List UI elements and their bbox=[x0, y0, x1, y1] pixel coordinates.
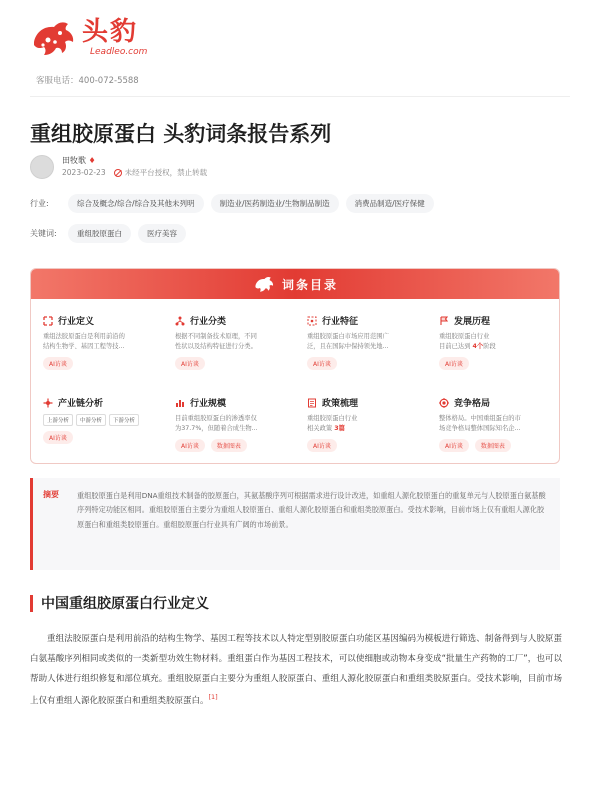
policy-icon bbox=[307, 398, 317, 408]
catalog-item-policy[interactable]: 政策梳理 重组胶原蛋白行业 相关政策 3篇 AI访谈 bbox=[307, 399, 359, 450]
industry-tag[interactable]: 消费品制造/医疗保健 bbox=[346, 194, 434, 213]
data-chart-button[interactable]: 数据图表 bbox=[211, 439, 247, 452]
catalog-item-scale[interactable]: 行业规模 目前重组胶原蛋白的渗透率仅 为37.7%，但随着合成生物... AI访谈 数据图表 bbox=[175, 399, 258, 450]
section-title: 中国重组胶原蛋白行业定义 bbox=[41, 596, 209, 612]
industry-tag[interactable]: 综合及概念/综合/综合及其他未列明 bbox=[68, 194, 204, 213]
forbidden-icon bbox=[114, 169, 122, 177]
ai-interview-button[interactable]: AI访谈 bbox=[175, 357, 205, 370]
keyword-tag[interactable]: 医疗美容 bbox=[138, 224, 186, 243]
service-phone: 客服电话：400-072-5588 bbox=[36, 76, 139, 86]
downstream-chip[interactable]: 下游分析 bbox=[109, 414, 139, 426]
summary-box bbox=[30, 478, 560, 570]
brand-name: 头豹 bbox=[82, 17, 139, 47]
section-accent-bar bbox=[30, 595, 33, 612]
catalog-item-competition[interactable]: 竞争格局 整体格局。中国重组蛋白的市 场竞争格局整体国际知名企... AI访谈 数据图表 bbox=[439, 399, 521, 450]
catalog-item-definition[interactable]: 行业定义 重组法胶原蛋白是利用前沿的 结构生物学、基因工程等技... AI访谈 bbox=[43, 317, 125, 368]
summary-text: 重组胶原蛋白是利用DNA重组技术制备的胶原蛋白，其氨基酸序列可根据需求进行设计改进，如重组人源化胶原蛋白的重复单元与人胶原蛋白氨基酸序列特定功能区相同。重组胶原蛋白主要分为重组人胶原蛋白、重组人源化胶原蛋白和重组类胶原蛋白。受技术影响，目前市场上仅有重组人源化胶原蛋白和重组类胶原蛋白。重组胶原蛋白行业具有广阔的市场前景。 bbox=[77, 491, 546, 529]
catalog-title: 词条目录 bbox=[281, 277, 338, 292]
chain-icon bbox=[43, 398, 53, 408]
keyword-label: 关键词: bbox=[30, 229, 57, 238]
summary-label: 摘要 bbox=[43, 490, 59, 499]
keyword-tags bbox=[30, 224, 193, 243]
leopard-logo-icon bbox=[30, 18, 76, 58]
report-title: 重组胶原蛋白 头豹词条报告系列 bbox=[30, 122, 332, 146]
copyright-notice: 未经平台授权，禁止转载 bbox=[124, 168, 208, 178]
data-chart-button[interactable]: 数据图表 bbox=[475, 439, 511, 452]
section-heading bbox=[30, 593, 209, 613]
avatar[interactable] bbox=[30, 155, 54, 179]
catalog-item-feature[interactable]: 行业特征 重组胶原蛋白市场应用范围广 泛，且在国际中保持领先地... AI访谈 bbox=[307, 317, 389, 368]
catalog-item-history[interactable]: 发展历程 重组胶原蛋白行业 目前已达到 4个阶段 AI访谈 bbox=[439, 317, 496, 368]
catalog-item-chain[interactable]: 产业链分析 上游分析 中游分析 下游分析 AI访谈 bbox=[43, 396, 153, 444]
ai-interview-button[interactable]: AI访谈 bbox=[307, 439, 337, 452]
upstream-chip[interactable]: 上游分析 bbox=[43, 414, 73, 426]
leopard-logo-icon bbox=[252, 275, 276, 293]
header-divider bbox=[30, 96, 570, 97]
midstream-chip[interactable]: 中游分析 bbox=[76, 414, 106, 426]
reference-link[interactable]: [1] bbox=[208, 692, 218, 701]
flame-icon: ♦ bbox=[88, 156, 96, 166]
competition-icon bbox=[439, 398, 449, 408]
brand-domain: Leadleo.com bbox=[90, 47, 148, 57]
classification-icon bbox=[175, 316, 185, 326]
bar-chart-icon bbox=[175, 398, 185, 408]
catalog-header bbox=[31, 269, 559, 299]
ai-interview-button[interactable]: AI访谈 bbox=[43, 357, 73, 370]
industry-tags bbox=[30, 194, 441, 213]
author-block bbox=[30, 155, 207, 179]
publish-date: 2023-02-23 bbox=[62, 168, 106, 178]
definition-icon bbox=[43, 316, 53, 326]
catalog-panel bbox=[30, 268, 560, 464]
ai-interview-button[interactable]: AI访谈 bbox=[439, 439, 469, 452]
catalog-item-classification[interactable]: 行业分类 根据不同制备技术原理，不同 性状以及结构特征进行分类。 AI访谈 bbox=[175, 317, 257, 368]
definition-paragraph: 重组法胶原蛋白是利用前沿的结构生物学、基因工程等技术以人特定型别胶原蛋白功能区基因编码为模板进行筛选、制备得到与人胶原蛋白氨基酸序列相同或类似的一类新型功效生物材料。重组蛋白作为基因工程技术，可以使细胞或动物本身变成“批量生产药物的工厂”，也可以帮助人体进行组织修复和部位填充。重组胶原蛋白主要分为重组人胶原蛋白、重组人源化胶原蛋白和重组类胶原蛋白。受技术影响，目前市场上仅有重组人源化胶原蛋白和重组类胶原蛋白。[1] bbox=[30, 634, 562, 706]
author-name[interactable]: 田牧歌 bbox=[62, 156, 86, 166]
brand-logo[interactable] bbox=[30, 18, 147, 58]
ai-interview-button[interactable]: AI访谈 bbox=[439, 357, 469, 370]
ai-interview-button[interactable]: AI访谈 bbox=[307, 357, 337, 370]
ai-interview-button[interactable]: AI访谈 bbox=[175, 439, 205, 452]
industry-label: 行业: bbox=[30, 199, 49, 208]
ai-interview-button[interactable]: AI访谈 bbox=[43, 431, 73, 444]
history-icon bbox=[439, 316, 449, 326]
keyword-tag[interactable]: 重组胶原蛋白 bbox=[68, 224, 131, 243]
feature-icon bbox=[307, 316, 317, 326]
industry-tag[interactable]: 制造业/医药制造业/生物制品制造 bbox=[211, 194, 339, 213]
